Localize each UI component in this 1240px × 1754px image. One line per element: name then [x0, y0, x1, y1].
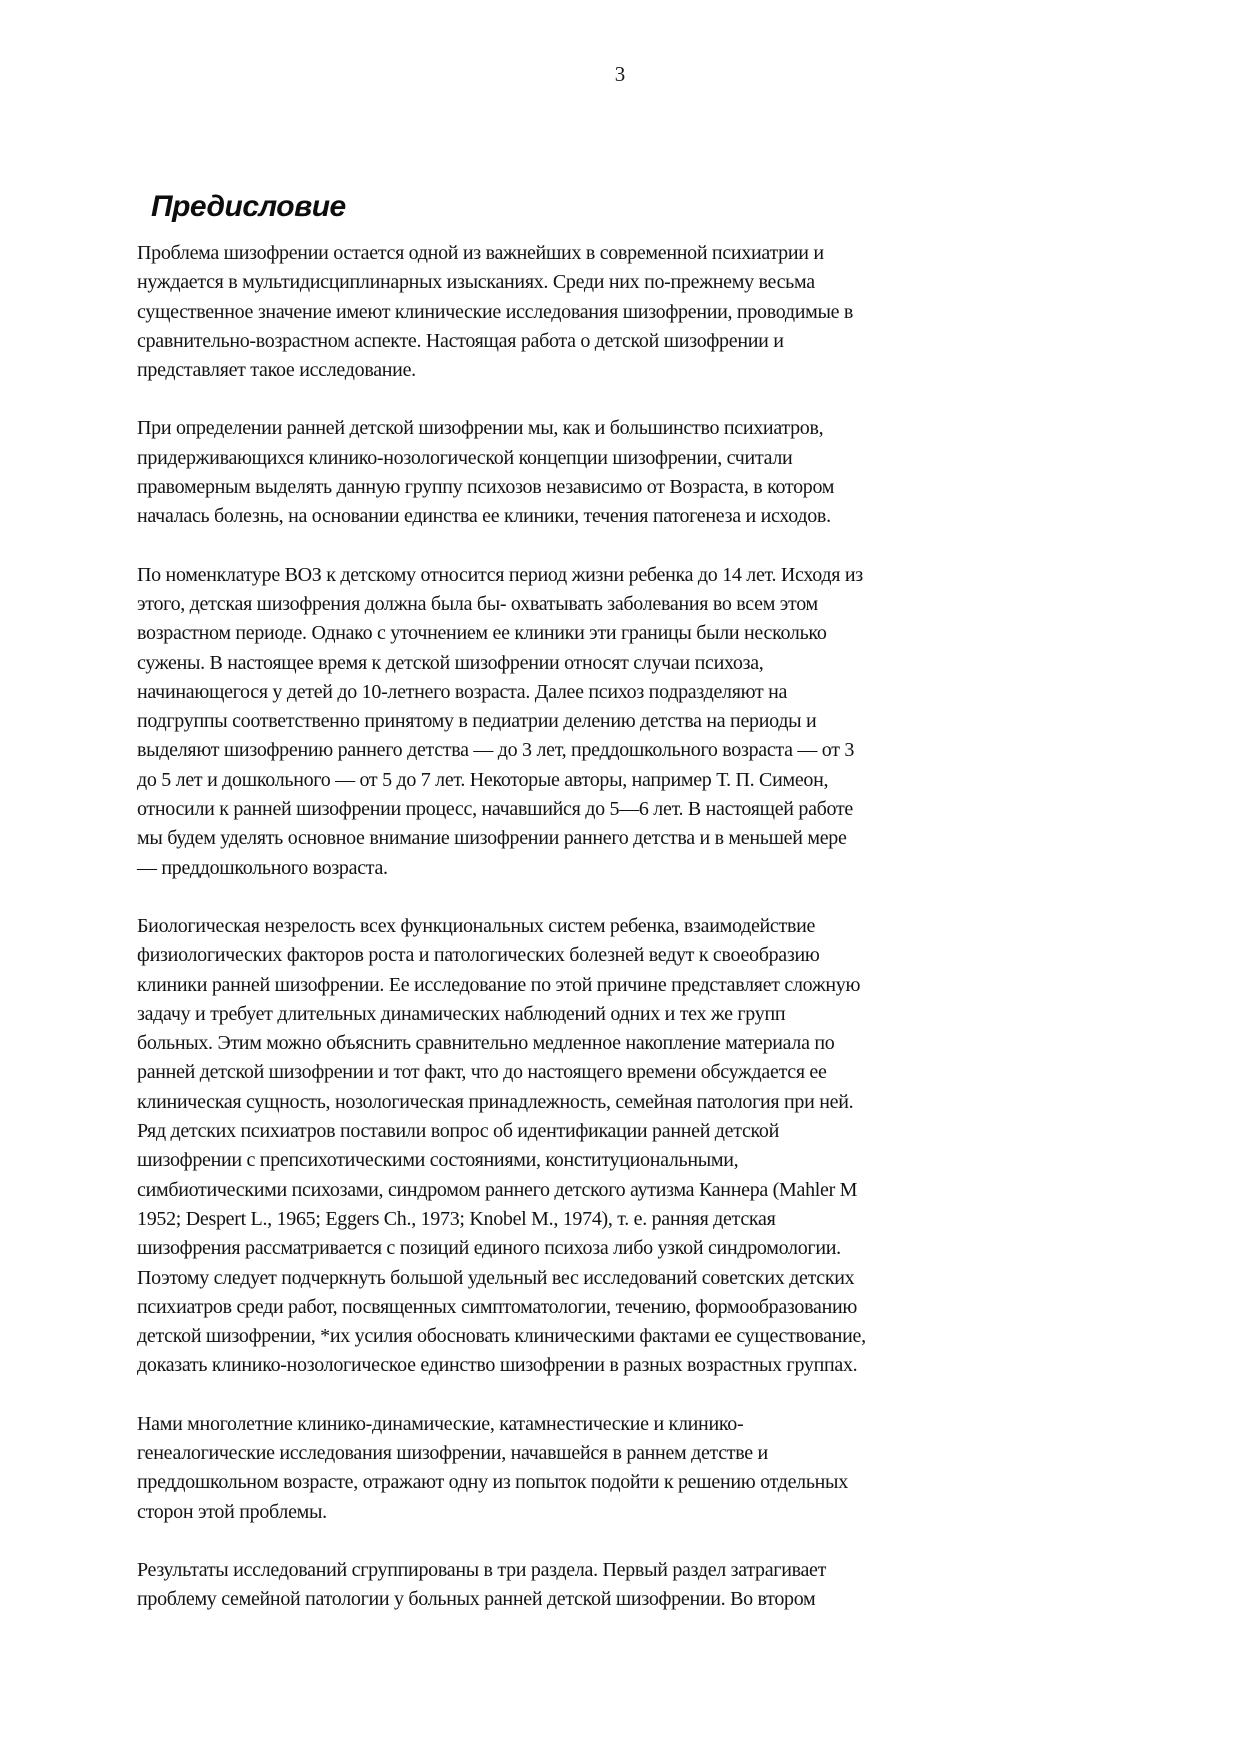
text-line: физиологических факторов роста и патологических болезней ведут к своеобразию	[137, 944, 820, 967]
text-line: психиатров среди работ, посвященных симптоматологии, течению, формообразованию	[137, 1295, 858, 1318]
text-line: выделяют шизофрению раннего детства — до 3 лет, преддошкольного возраста — от 3	[137, 739, 855, 762]
text-line: задачу и требует длительных динамических наблюдений одних и тех же групп	[137, 1002, 786, 1025]
text-line: ранней детской шизофрении и тот факт, что до настоящего времени обсуждается ее	[137, 1061, 827, 1084]
text-line: Результаты исследований сгруппированы в три раздела. Первый раздел затрагивает	[137, 1558, 827, 1581]
text-line: Биологическая незрелость всех функциональных систем ребенка, взаимодействие	[137, 914, 816, 937]
text-line: генеалогические исследования шизофрении, начавшейся в раннем детстве и	[137, 1441, 768, 1464]
text-line: клиническая сущность, нозологическая принадлежность, семейная патология при ней.	[137, 1090, 854, 1113]
paragraph	[137, 1410, 1117, 1527]
text-line: преддошкольном возрасте, отражают одну из попыток подойти к решению отдельных	[137, 1471, 848, 1494]
text-line: — преддошкольного возраста.	[137, 856, 388, 879]
text-line: возрастном периоде. Однако с уточнением ее клиники эти границы были несколько	[137, 622, 827, 645]
text-line: больных. Этим можно объяснить сравнительно медленное накопление материала по	[137, 1032, 835, 1055]
text-line: шизофрения рассматривается с позиций единого психоза либо узкой синдромологии.	[137, 1237, 841, 1260]
text-line: Ряд детских психиатров поставили вопрос об идентификации ранней детской	[137, 1120, 780, 1143]
text-line: представляет такое исследование.	[137, 359, 416, 382]
page-number: 3	[614, 62, 626, 86]
text-line: начинающегося у детей до 10-летнего возраста. Далее психоз подразделяют на	[137, 680, 788, 703]
text-line: нуждается в мультидисциплинарных изысканиях. Среди них по-прежнему весьма	[137, 271, 815, 294]
text-line: шизофрении с препсихотическими состояниями, конституциональными,	[137, 1149, 739, 1172]
section-heading: Предисловие	[151, 190, 346, 223]
text-line: Поэтому следует подчеркнуть большой удельный вес исследований советских детских	[137, 1266, 855, 1289]
text-line: доказать клинико-нозологическое единство шизофрении в разных возрастных группах.	[137, 1354, 858, 1377]
paragraph	[137, 912, 1117, 1381]
text-line: сужены. В настоящее время к детской шизофрении относят случаи психоза,	[137, 651, 764, 674]
text-line: По номенклатуре ВОЗ к детскому относится период жизни ребенка до 14 лет. Исходя из	[137, 563, 863, 586]
text-line: 1952; Despert L., 1965; Eggers Ch., 1973; Knobel M., 1974), т. е. ранняя детская	[137, 1207, 776, 1230]
text-line: симбиотическими психозами, синдромом раннего детского аутизма Каннера (Mahler M	[137, 1178, 858, 1201]
text-line: проблему семейной патологии у больных ранней детской шизофрении. Во втором	[137, 1588, 816, 1611]
paragraph	[137, 239, 1117, 385]
text-line: клиники ранней шизофрении. Ее исследование по этой причине представляет сложную	[137, 973, 861, 996]
document-body	[137, 239, 1117, 1614]
text-line: Проблема шизофрении остается одной из важнейших в современной психиатрии и	[137, 242, 824, 264]
text-line: существенное значение имеют клинические исследования шизофрении, проводимые в	[137, 300, 854, 323]
paragraph	[137, 1556, 1117, 1615]
text-line: При определении ранней детской шизофрении мы, как и большинство психиатров,	[137, 417, 824, 440]
text-line: относили к ранней шизофрении процесс, начавшийся до 5—6 лет. В настоящей работе	[137, 798, 853, 821]
text-line: этого, детская шизофрения должна была бы- охватывать заболевания во всем этом	[137, 592, 818, 615]
text-line: сторон этой проблемы.	[137, 1500, 327, 1523]
text-line: до 5 лет и дошкольного — от 5 до 7 лет. Некоторые авторы, например Т. П. Симеон,	[137, 768, 829, 791]
text-line: детской шизофрении, *их усилия обосновать клиническими фактами ее существование,	[137, 1325, 866, 1348]
text-line: началась болезнь, на основании единства ее клиники, течения патогенеза и исходов.	[137, 505, 831, 528]
text-line: мы будем уделять основное внимание шизофрении раннего детства и в меньшей мере	[137, 827, 847, 850]
text-line: придерживающихся клинико-нозологической концепции шизофрении, считали	[137, 446, 793, 469]
text-line: Нами многолетние клинико-динамические, катамнестические и клинико-	[137, 1412, 744, 1435]
paragraph	[137, 561, 1117, 883]
paragraph	[137, 414, 1117, 531]
text-line: подгруппы соответственно принятому в педиатрии делению детства на периоды и	[137, 710, 817, 733]
text-line: сравнительно-возрастном аспекте. Настоящая работа о детской шизофрении и	[137, 329, 784, 352]
text-line: правомерным выделять данную группу психозов независимо от Возраста, в котором	[137, 476, 835, 499]
